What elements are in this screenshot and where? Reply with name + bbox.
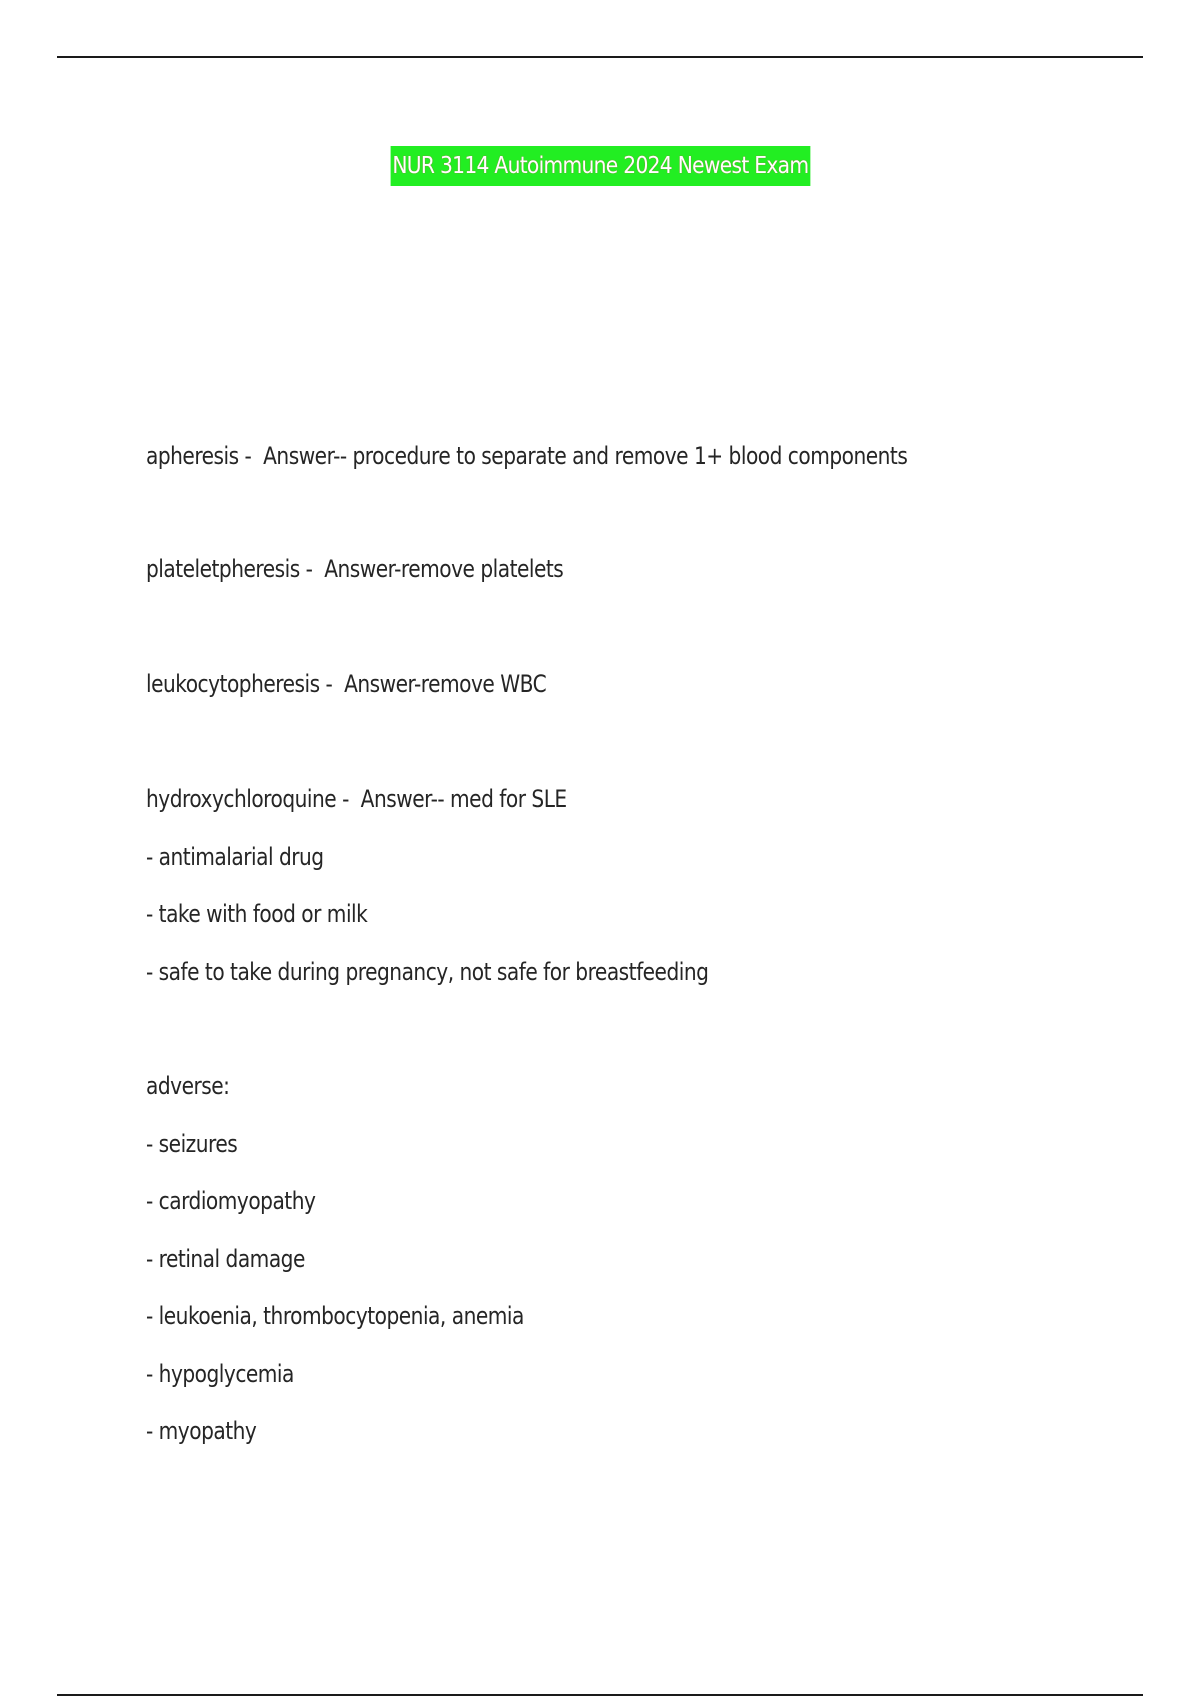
document-title: NUR 3114 Autoimmune 2024 Newest Exam [390, 146, 810, 186]
header-rule [57, 56, 1143, 58]
list-item: - seizures [146, 1130, 238, 1158]
list-item: - take with food or milk [146, 900, 368, 928]
entry-plateletpheresis: plateletpheresis - Answer-remove platelets [146, 555, 564, 583]
footer-rule [57, 1694, 1143, 1696]
list-item: - antimalarial drug [146, 843, 324, 871]
list-item: - safe to take during pregnancy, not safe for breastfeeding [146, 958, 709, 986]
entry-leukocytopheresis: leukocytopheresis - Answer-remove WBC [146, 670, 547, 698]
entry-apheresis: apheresis - Answer-- procedure to separate and remove 1+ blood components [146, 442, 908, 470]
list-item: - myopathy [146, 1417, 257, 1445]
title-container [0, 146, 1200, 186]
list-item: - leukoenia, thrombocytopenia, anemia [146, 1302, 524, 1330]
list-item: - cardiomyopathy [146, 1187, 316, 1215]
list-item: - hypoglycemia [146, 1360, 294, 1388]
list-item: - retinal damage [146, 1245, 305, 1273]
entry-hydroxychloroquine: hydroxychloroquine - Answer-- med for SLE [146, 785, 567, 813]
adverse-heading: adverse: [146, 1072, 230, 1100]
